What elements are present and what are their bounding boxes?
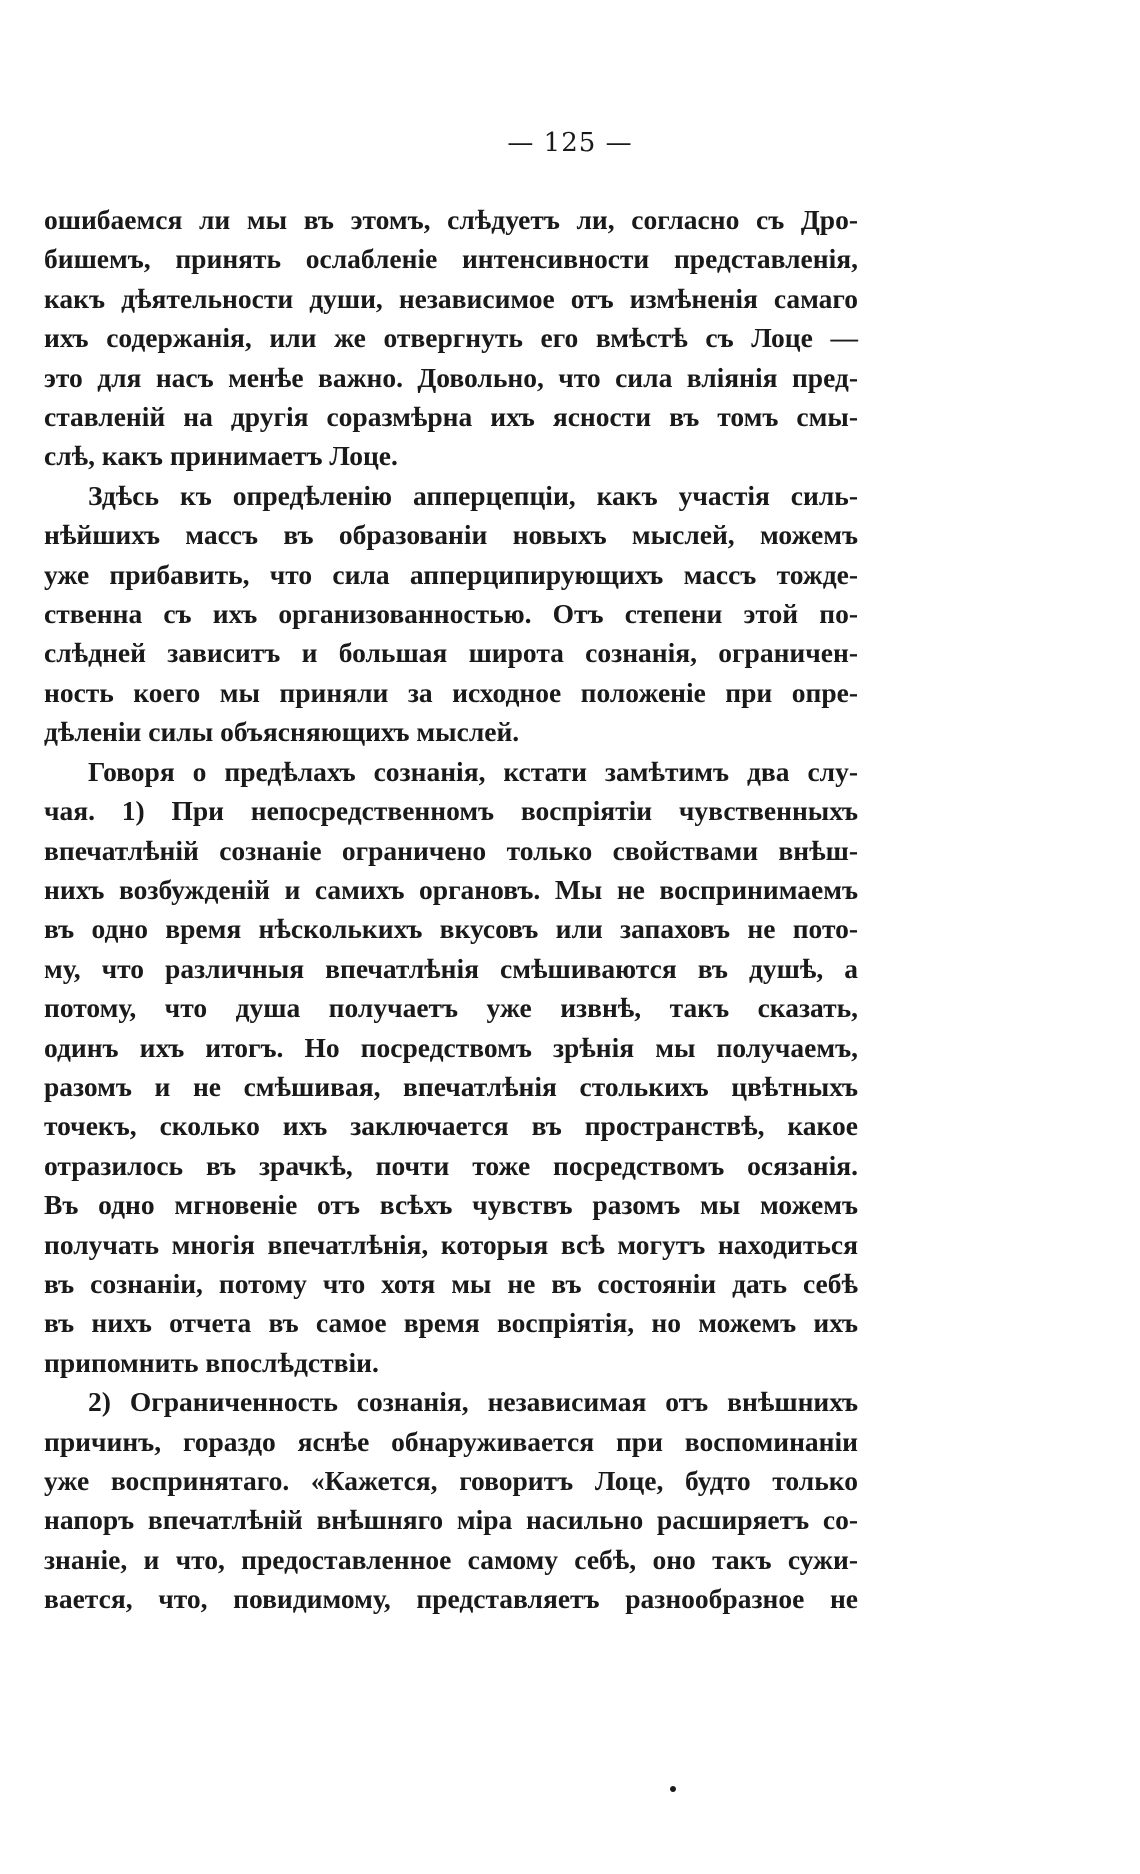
text-line: потому, что душа получаетъ уже извнѣ, такъ сказать, [44, 992, 858, 1024]
text-line: уже прибавить, что сила апперципирующихъ массъ тожде- [44, 558, 858, 590]
text-line: ность коего мы приняли за исходное положеніе при опре- [44, 676, 858, 708]
text-line: Говоря о предѣлахъ сознанія, кстати замѣтимъ два слу- [88, 755, 858, 787]
text-line: отразилось въ зрачкѣ, почти тоже посредствомъ осязанія. [44, 1149, 858, 1181]
text-line: припомнить впослѣдствіи. [44, 1346, 379, 1378]
text-line: причинъ, гораздо яснѣе обнаруживается при воспоминаніи [44, 1425, 858, 1457]
text-line: ставленій на другія соразмѣрна ихъ ясности въ томъ смы- [44, 401, 858, 433]
text-line: въ одно время нѣсколькихъ вкусовъ или запаховъ не пото- [44, 913, 858, 945]
text-line: нихъ возбужденій и самихъ органовъ. Мы не воспринимаемъ [44, 873, 858, 905]
text-line: это для насъ менѣе важно. Довольно, что сила вліянія пред- [44, 361, 858, 393]
text-line: въ нихъ отчета въ самое время воспріятія, но можемъ ихъ [44, 1307, 858, 1339]
body-text [44, 200, 858, 1619]
text-line: Здѣсь къ опредѣленію апперцепціи, какъ участія силь- [88, 479, 858, 511]
text-line: впечатлѣній сознаніе ограничено только свойствами внѣш- [44, 834, 858, 866]
paragraph [44, 200, 858, 476]
text-line: разомъ и не смѣшивая, впечатлѣнія столькихъ цвѣтныхъ [44, 1070, 858, 1102]
text-line: ственна съ ихъ организованностью. Отъ степени этой по- [44, 598, 858, 630]
paragraph [44, 476, 858, 752]
text-line: получать многія впечатлѣнія, которыя всѣ могутъ находиться [44, 1228, 858, 1260]
text-line: уже воспринятаго. «Кажется, говоритъ Лоце, будто только [44, 1465, 858, 1496]
text-line: бишемъ, принять ослабленіе интенсивности представленія, [44, 243, 858, 275]
paragraph [44, 1382, 858, 1618]
text-line: слѣдней зависитъ и большая широта сознанія, ограничен- [44, 637, 858, 669]
text-line: точекъ, сколько ихъ заключается въ пространствѣ, какое [44, 1110, 858, 1142]
text-line: чая. 1) При непосредственномъ воспріятіи чувственныхъ [44, 795, 858, 827]
text-line: 2) Ограниченность сознанія, независимая отъ внѣшнихъ [88, 1386, 858, 1418]
text-line: нѣйшихъ массъ въ образованіи новыхъ мыслей, можемъ [44, 519, 858, 551]
text-line: ихъ содержанія, или же отвергнуть его вмѣстѣ съ Лоце — [44, 322, 858, 354]
text-line: какъ дѣятельности души, независимое отъ измѣненія самаго [44, 282, 858, 314]
text-line: вается, что, повидимому, представляетъ разнообразное не [44, 1583, 858, 1615]
page-number: — 125 — [507, 128, 633, 158]
text-line: слѣ, какъ принимаетъ Лоце. [44, 440, 398, 472]
text-line: напоръ впечатлѣній внѣшняго міра насильно расширяетъ со- [44, 1504, 858, 1536]
paragraph [44, 752, 858, 1383]
text-line: дѣленіи силы объясняющихъ мыслей. [44, 716, 520, 748]
text-line: му, что различныя впечатлѣнія смѣшиваются въ душѣ, а [44, 952, 858, 984]
text-line: въ сознаніи, потому что хотя мы не въ состояніи дать себѣ [44, 1267, 858, 1299]
text-line: знаніе, и что, предоставленное самому себѣ, оно такъ сужи- [44, 1543, 858, 1575]
page-dot-mark [670, 1786, 676, 1792]
text-line: одинъ ихъ итогъ. Но посредствомъ зрѣнія мы получаемъ, [44, 1031, 858, 1063]
text-line: Въ одно мгновеніе отъ всѣхъ чувствъ разомъ мы можемъ [44, 1189, 858, 1221]
text-line: ошибаемся ли мы въ этомъ, слѣдуетъ ли, согласно съ Дро- [44, 204, 858, 235]
